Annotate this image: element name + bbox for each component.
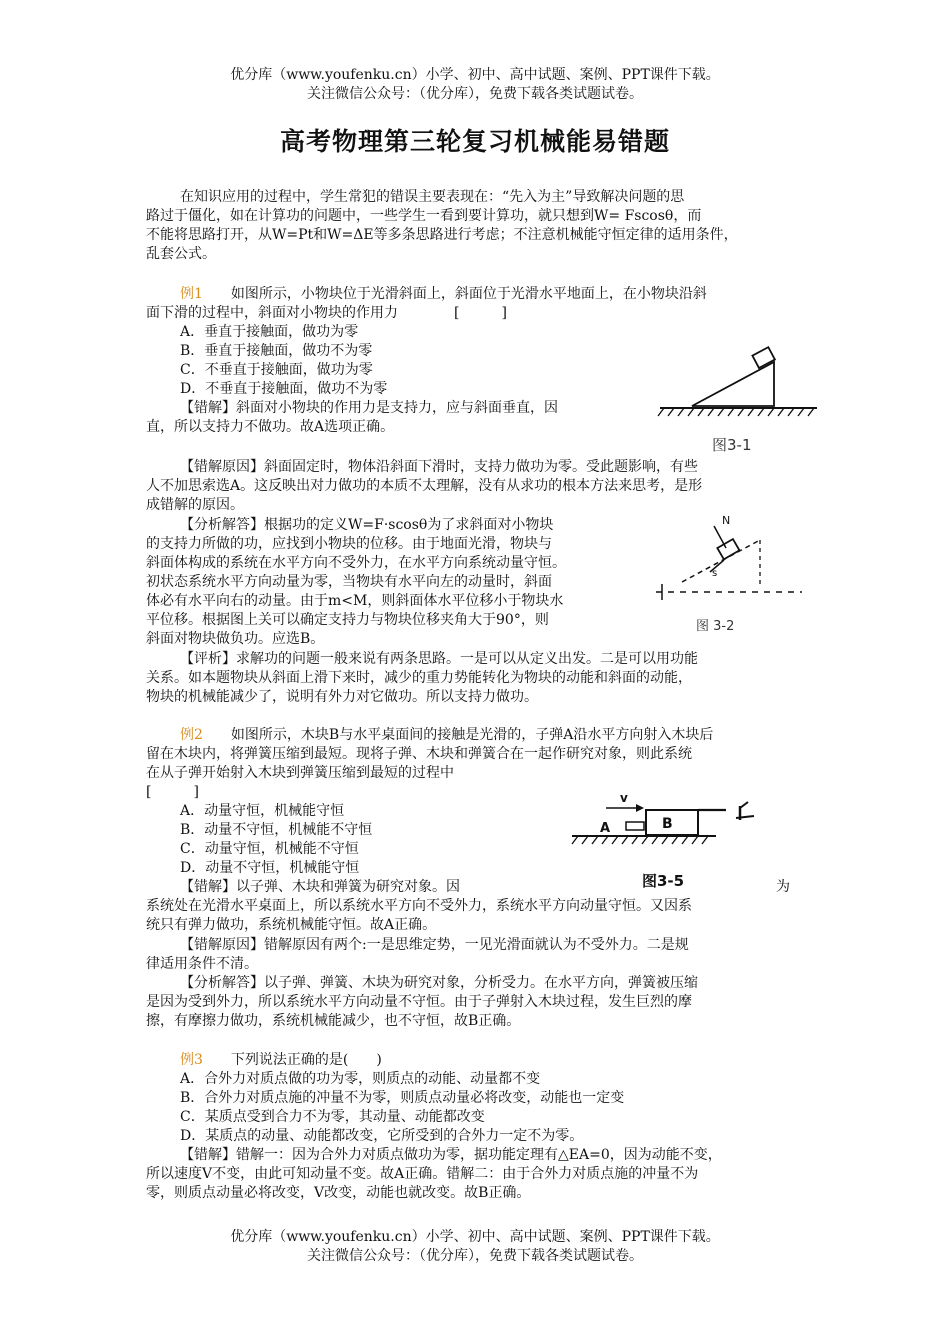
ex1-option-d: D．不垂直于接触面，做功不为零 xyxy=(180,381,388,397)
intro-line: 路过于僵化，如在计算功的问题中，一些学生一看到要计算功，就只想到W= Fscosθ，而 xyxy=(146,208,702,224)
ex2-option-b: B．动量不守恒，机械能不守恒 xyxy=(180,822,373,838)
ex2-option-d: D．动量不守恒，机械能守恒 xyxy=(180,860,360,876)
ex3-wrong-line: 【错解】错解一：因为合外力对质点做功为零，据功能定理有△EA=0，因为动能不变， xyxy=(180,1147,722,1163)
ex3-option-a: A．合外力对质点做的功为零，则质点的动能、动量都不变 xyxy=(180,1071,541,1087)
ex2-analysis-line: 是因为受到外力，所以系统水平方向动量不守恒。由于子弹射入木块过程，发生巨烈的摩 xyxy=(146,994,692,1010)
ex3-option-b: B．合外力对质点施的冲量不为零，则质点动量必将改变，动能也一定变 xyxy=(180,1090,625,1106)
ex1-cause-line: 成错解的原因。 xyxy=(146,497,244,513)
ex1-analysis-line: 平位移。根据图上关可以确定支持力与物块位移夹角大于90°，则 xyxy=(146,612,549,628)
ex2-q1: 如图所示，木块B与水平桌面间的接触是光滑的，子弹A沿水平方向射入木块后 xyxy=(230,727,714,743)
figure-3-5-v: v xyxy=(620,791,628,805)
ex3-wrong-line: 所以速度V不变，由此可知动量不变。故A正确。错解二：由于合外力对质点施的冲量不为 xyxy=(146,1166,699,1182)
ex1-option-a: A．垂直于接触面，做功为零 xyxy=(180,324,359,340)
ex1-analysis-line: 的支持力所做的功，应找到小物块的位移。由于地面光滑，物块与 xyxy=(146,536,552,552)
ex1-cause-line: 人不加思索选A。这反映出对力做功的本质不太理解，没有从求功的根本方法来思考，是形 xyxy=(146,478,703,494)
figure-3-1-label: 图3-1 xyxy=(712,436,752,454)
ex2-wrong-line-b: 为 xyxy=(776,879,790,895)
ex1-question-line xyxy=(180,285,844,304)
ex1-comment-line: 关系。如本题物块从斜面上滑下来时，减少的重力势能转化为物块的动能和斜面的动能， xyxy=(146,670,692,686)
ex1-wrong-line: 【错解】斜面对小物块的作用力是支持力，应与斜面垂直，因 xyxy=(180,400,558,416)
ex2-option-c: C．动量守恒，机械能不守恒 xyxy=(180,841,359,857)
ex2-cause-line: 【错解原因】错解原因有两个:一是思维定势，一见光滑面就认为不受外力。二是规 xyxy=(180,937,689,953)
ex3-q: 下列说法正确的是( ) xyxy=(230,1052,382,1068)
ex1-analysis-line: 初状态系统水平方向动量为零，当物块有水平向左的动量时，斜面 xyxy=(146,574,552,590)
page-title: 高考物理第三轮复习机械能易错题 xyxy=(279,127,670,156)
ex1-comment-line: 物块的机械能减少了，说明有外力对它做功。所以支持力做功。 xyxy=(146,689,538,705)
ex3-question-line xyxy=(180,1051,844,1070)
ex1-tag: 例1 xyxy=(180,286,203,302)
ex2-tag: 例2 xyxy=(180,727,203,743)
ex2-wrong-line: 统只有弹力做功，系统机械能守恒。故A正确。 xyxy=(146,917,437,933)
figure-3-5 xyxy=(566,786,766,894)
ex1-cause-line: 【错解原因】斜面固定时，物体沿斜面下滑时，支持力做功为零。受此题影响，有些 xyxy=(180,459,698,475)
figure-3-2-n: N xyxy=(722,514,731,527)
ex1-option-b: B．垂直于接触面，做功不为零 xyxy=(180,343,373,359)
ex2-wrong-line-a: 【错解】以子弹、木块和弹簧为研究对象。因 xyxy=(180,879,460,895)
ex2-question-line xyxy=(180,726,844,745)
figure-3-2-label: 图 3-2 xyxy=(696,619,735,634)
ex2-question-line: 在从子弹开始射入木块到弹簧压缩到最短的过程中 xyxy=(146,765,454,781)
ex1-analysis-line: 【分析解答】根据功的定义W=F·scosθ为了求斜面对小物块 xyxy=(180,517,554,533)
ex3-option-c: C．某质点受到合力不为零，其动量、动能都改变 xyxy=(180,1109,485,1125)
ex1-comment-line: 【评析】求解功的问题一般来说有两条思路。一是可以从定义出发。二是可以用功能 xyxy=(180,651,698,667)
ex3-wrong-line: 零，则质点动量必将改变，V改变，动能也就改变。故B正确。 xyxy=(146,1185,531,1201)
ex2-cause-line: 律适用条件不清。 xyxy=(146,956,258,972)
ex1-analysis-line: 斜面对物块做负功。应选B。 xyxy=(146,631,325,647)
ex2-option-a: A．动量守恒，机械能守恒 xyxy=(180,803,345,819)
ex3-tag: 例3 xyxy=(180,1052,203,1068)
footer-line-1: 优分库（www.youfenku.cn）小学、初中、高中试题、案例、PPT课件下载。 xyxy=(230,1229,720,1245)
figure-3-5-a: A xyxy=(600,821,611,836)
ex3-option-d: D．某质点的动量、动能都改变，它所受到的合外力一定不为零。 xyxy=(180,1128,584,1144)
ex2-analysis-line: 【分析解答】以子弹、弹簧、木块为研究对象，分析受力。在水平方向，弹簧被压缩 xyxy=(180,975,698,991)
figure-3-5-b: B xyxy=(662,816,673,832)
footer-line-2: 关注微信公众号：（优分库），免费下载各类试题试卷。 xyxy=(307,1248,643,1264)
intro-line: 乱套公式。 xyxy=(146,246,216,262)
ex2-wrong-line: 系统处在光滑水平桌面上，所以系统水平方向不受外力，系统水平方向动量守恒。又因系 xyxy=(146,898,692,914)
figure-3-2-s: s xyxy=(712,568,718,579)
figure-3-2 xyxy=(652,512,812,637)
ex2-analysis-line: 擦，有摩擦力做功，系统机械能减少，也不守恒，故B正确。 xyxy=(146,1013,521,1029)
figure-3-5-label: 图3-5 xyxy=(642,872,685,890)
ex1-option-c: C．不垂直于接触面，做功为零 xyxy=(180,362,373,378)
figure-3-1 xyxy=(652,340,822,460)
header-line-1: 优分库（www.youfenku.cn）小学、初中、高中试题、案例、PPT课件下载。 xyxy=(230,67,720,83)
ex1-analysis-line: 体必有水平向右的动量。由于m<M，则斜面体水平位移小于物块水 xyxy=(146,593,564,609)
ex2-question-bracket: [ ] xyxy=(146,784,199,800)
header-line-2: 关注微信公众号：（优分库），免费下载各类试题试卷。 xyxy=(307,86,643,102)
intro-line: 在知识应用的过程中，学生常犯的错误主要表现在：“先入为主”导致解决问题的思 xyxy=(180,189,685,205)
ex1-q1: 如图所示，小物块位于光滑斜面上，斜面位于光滑水平地面上，在小物块沿斜 xyxy=(230,286,707,302)
ex2-question-line: 留在木块内，将弹簧压缩到最短。现将子弹、木块和弹簧合在一起作研究对象，则此系统 xyxy=(146,746,692,762)
ex1-analysis-line: 斜面体构成的系统在水平方向不受外力，在水平方向系统动量守恒。 xyxy=(146,555,566,571)
intro-line: 不能将思路打开，从W=Pt和W=ΔE等多条思路进行考虑；不注意机械能守恒定律的适用条件， xyxy=(146,227,738,243)
ex1-wrong-line: 直，所以支持力不做功。故A选项正确。 xyxy=(146,419,395,435)
ex1-question-line: 面下滑的过程中，斜面对小物块的作用力 [ ] xyxy=(146,305,507,321)
